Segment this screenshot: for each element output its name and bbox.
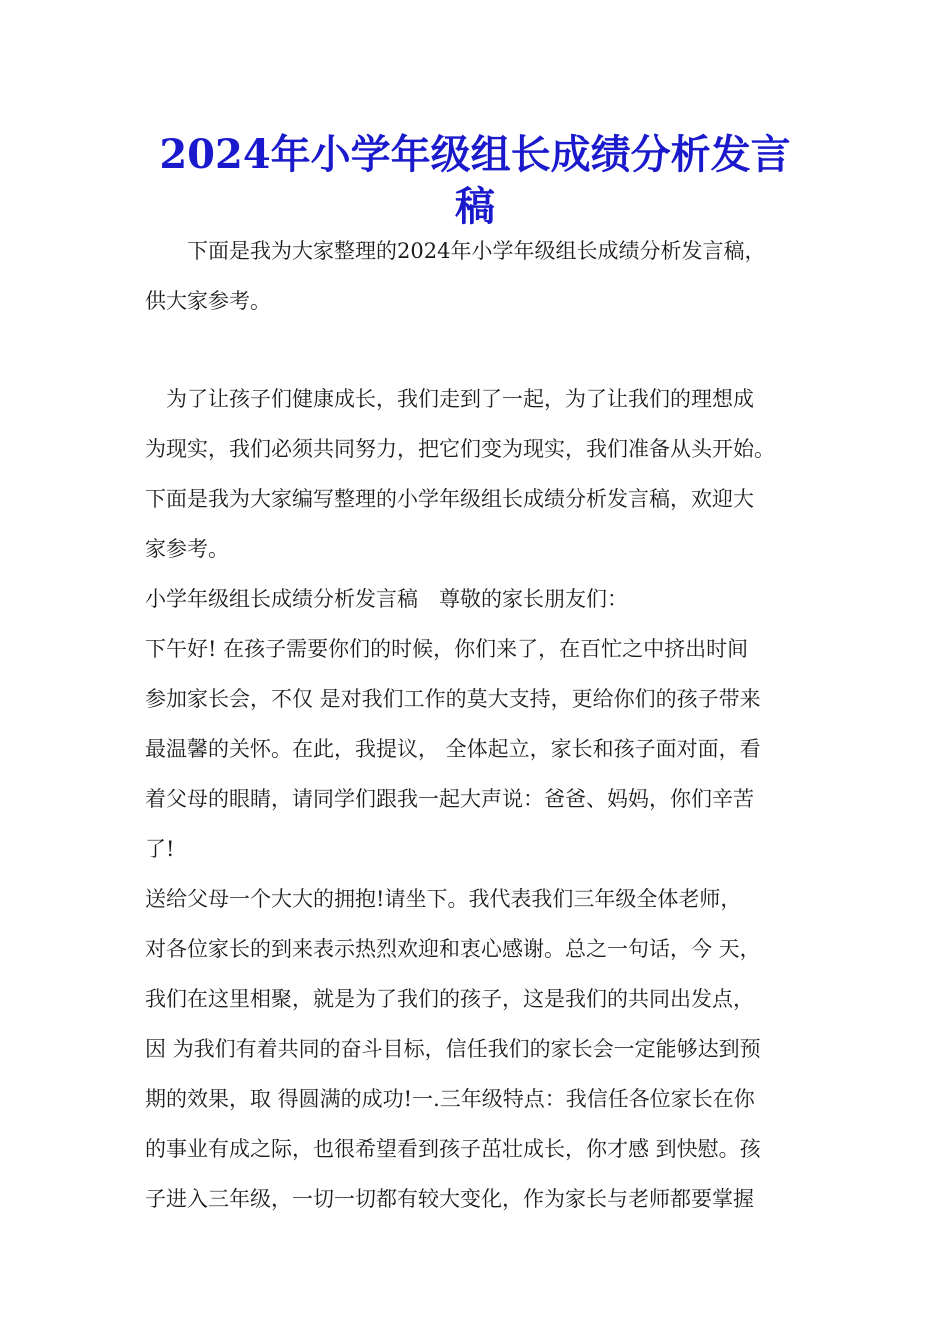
- body-line: 供大家参考。: [145, 289, 271, 313]
- body-line: 下午好! 在孩子需要你们的时候，你们来了，在百忙之中挤出时间: [145, 637, 749, 661]
- body-line: 的事业有成之际，也很希望看到孩子茁壮成长，你才感 到快慰。孩: [145, 1137, 761, 1161]
- body-line: 参加家长会，不仅 是对我们工作的莫大支持，更给你们的孩子带来: [145, 687, 761, 711]
- body-line: 为现实，我们必须共同努力，把它们变为现实，我们准备从头开始。: [145, 437, 775, 461]
- body-line: 对各位家长的到来表示热烈欢迎和衷心感谢。总之一句话，今 天，: [145, 937, 761, 961]
- body-line: 因 为我们有着共同的奋斗目标，信任我们的家长会一定能够达到预: [145, 1037, 761, 1061]
- body-line: 最温馨的关怀。在此，我提议， 全体起立，家长和孩子面对面，看: [145, 737, 761, 761]
- document-title-line-1: 2024年小学年级组长成绩分析发言: [159, 131, 791, 178]
- body-line: 家参考。: [145, 537, 229, 561]
- document-title-line-2: 稿: [455, 183, 495, 230]
- body-line: 了!: [145, 837, 175, 861]
- body-line: 为了让孩子们健康成长，我们走到了一起，为了让我们的理想成: [145, 387, 754, 411]
- body-line: 我们在这里相聚，就是为了我们的孩子，这是我们的共同出发点，: [145, 987, 754, 1011]
- body-line: 下面是我为大家编写整理的小学年级组长成绩分析发言稿，欢迎大: [145, 487, 754, 511]
- body-line: 下面是我为大家整理的2024年小学年级组长成绩分析发言稿，: [145, 239, 766, 263]
- body-line: 小学年级组长成绩分析发言稿 尊敬的家长朋友们：: [145, 587, 628, 611]
- body-line: 送给父母一个大大的拥抱!请坐下。我代表我们三年级全体老师，: [145, 887, 742, 911]
- body-line: 着父母的眼睛，请同学们跟我一起大声说：爸爸、妈妈，你们辛苦: [145, 787, 754, 811]
- body-line: 子进入三年级，一切一切都有较大变化，作为家长与老师都要掌握: [145, 1187, 754, 1211]
- body-line: 期的效果，取 得圆满的成功!一.三年级特点：我信任各位家长在你: [145, 1087, 755, 1111]
